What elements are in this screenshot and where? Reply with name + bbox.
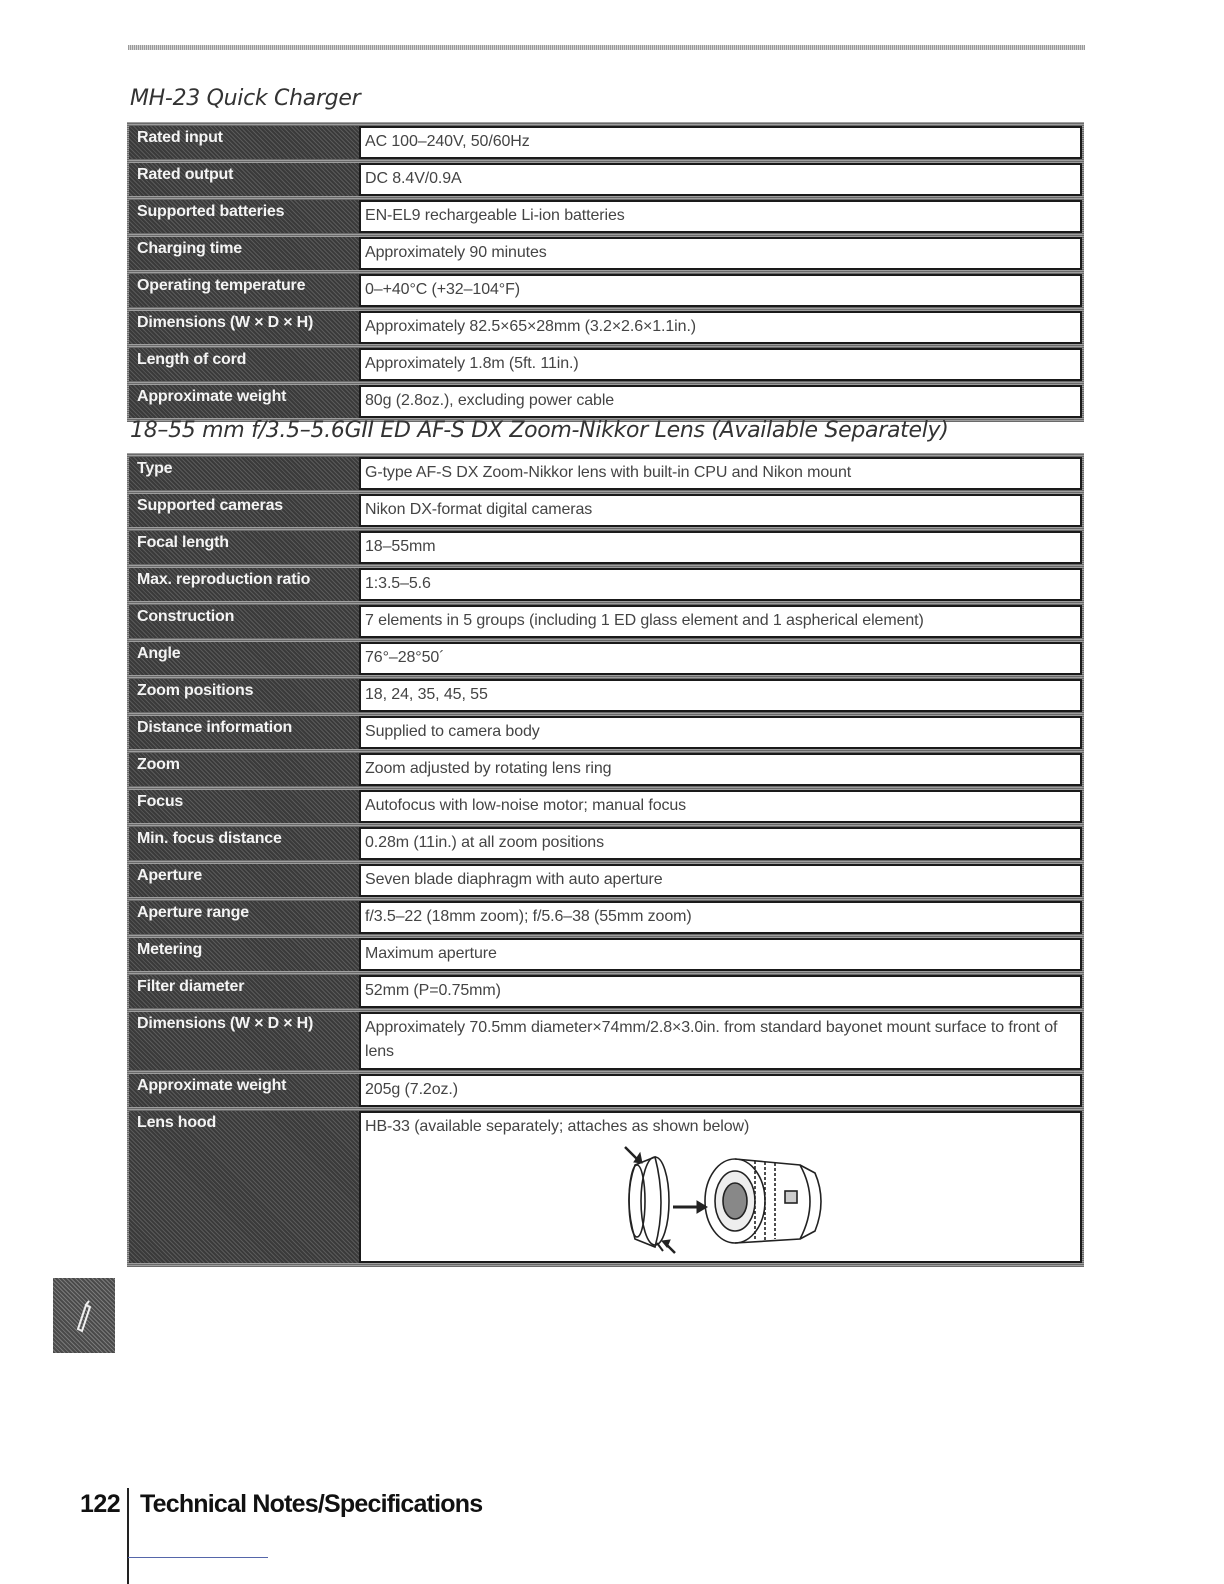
spec-row [129,1111,1082,1263]
spec-label: Type [129,457,359,490]
spec-row [129,348,1082,381]
spec-label: Operating temperature [129,274,359,307]
charger-spec-table [127,122,1084,422]
spec-row [129,311,1082,344]
spec-label: Approximate weight [129,385,359,418]
spec-row [129,716,1082,749]
spec-row [129,126,1082,159]
spec-value: Approximately 1.8m (5ft. 11in.) [359,348,1082,381]
spec-label: Charging time [129,237,359,270]
spec-label: Metering [129,938,359,971]
spec-label: Dimensions (W × D × H) [129,311,359,344]
spec-label: Focus [129,790,359,823]
spec-value: AC 100–240V, 50/60Hz [359,126,1082,159]
spec-label: Rated input [129,126,359,159]
spec-label: Focal length [129,531,359,564]
spec-row [129,753,1082,786]
spec-value: Supplied to camera body [359,716,1082,749]
spec-value: 0–+40°C (+32–104°F) [359,274,1082,307]
spec-value: HB-33 (available separately; attaches as shown below) [365,1118,750,1135]
spec-value: 7 elements in 5 groups (including 1 ED glass element and 1 aspherical element) [359,605,1082,638]
lens-hood-cell [359,1111,1082,1263]
spec-label: Dimensions (W × D × H) [129,1012,359,1070]
technical-notes-icon [74,1299,94,1333]
footer-section-title: Technical Notes/Specifications [140,1490,483,1518]
spec-label: Zoom positions [129,679,359,712]
spec-value: 18–55mm [359,531,1082,564]
spec-row [129,200,1082,233]
spec-value: Seven blade diaphragm with auto aperture [359,864,1082,897]
spec-row [129,679,1082,712]
spec-row [129,237,1082,270]
spec-label: Approximate weight [129,1074,359,1107]
spec-row [129,274,1082,307]
spec-label: Aperture [129,864,359,897]
lens-section-title: 18–55 mm f/3.5–5.6GII ED AF-S DX Zoom-Nikkor Lens (Available Separately) [130,418,949,443]
spec-value: 80g (2.8oz.), excluding power cable [359,385,1082,418]
spec-row [129,568,1082,601]
spec-value: Maximum aperture [359,938,1082,971]
spec-value: Zoom adjusted by rotating lens ring [359,753,1082,786]
spec-row [129,531,1082,564]
charger-section-title: MH-23 Quick Charger [130,86,361,111]
spec-label: Lens hood [129,1111,359,1263]
spec-value: EN-EL9 rechargeable Li-ion batteries [359,200,1082,233]
spec-label: Construction [129,605,359,638]
spec-value: 205g (7.2oz.) [359,1074,1082,1107]
spec-row [129,975,1082,1008]
spec-value: Approximately 70.5mm diameter×74mm/2.8×3.0in. from standard bayonet mount surface to front of lens [359,1012,1082,1070]
spec-label: Aperture range [129,901,359,934]
spec-row [129,901,1082,934]
spec-value: G-type AF-S DX Zoom-Nikkor lens with built-in CPU and Nikon mount [359,457,1082,490]
spec-value: 1:3.5–5.6 [359,568,1082,601]
spec-value: f/3.5–22 (18mm zoom); f/5.6–38 (55mm zoom) [359,901,1082,934]
lens-spec-table [127,453,1084,1267]
footer-divider [127,1488,129,1584]
chapter-tab[interactable] [53,1278,115,1353]
spec-label: Supported cameras [129,494,359,527]
page-number: 122 [80,1490,121,1518]
spec-value: 18, 24, 35, 45, 55 [359,679,1082,712]
lens-hood-attachment-illustration [615,1143,845,1255]
spec-value: Approximately 90 minutes [359,237,1082,270]
spec-row [129,385,1082,418]
spec-label: Min. focus distance [129,827,359,860]
spec-value: 52mm (P=0.75mm) [359,975,1082,1008]
lens-icon [705,1159,821,1243]
spec-label: Supported batteries [129,200,359,233]
spec-value: 76°–28°50´ [359,642,1082,675]
lens-hood-icon [629,1157,669,1251]
top-rule [128,45,1085,50]
spec-label: Zoom [129,753,359,786]
spec-row [129,605,1082,638]
spec-row [129,494,1082,527]
spec-label: Rated output [129,163,359,196]
spec-row [129,790,1082,823]
spec-value: 0.28m (11in.) at all zoom positions [359,827,1082,860]
spec-label: Length of cord [129,348,359,381]
spec-value: Autofocus with low-noise motor; manual focus [359,790,1082,823]
spec-value: Nikon DX-format digital cameras [359,494,1082,527]
footer-underline [128,1557,268,1558]
spec-label: Distance information [129,716,359,749]
spec-row [129,457,1082,490]
spec-row [129,827,1082,860]
spec-label: Angle [129,642,359,675]
spec-row [129,642,1082,675]
spec-value: Approximately 82.5×65×28mm (3.2×2.6×1.1in.) [359,311,1082,344]
spec-label: Max. reproduction ratio [129,568,359,601]
spec-row [129,163,1082,196]
spec-row [129,1012,1082,1070]
spec-row [129,864,1082,897]
spec-label: Filter diameter [129,975,359,1008]
spec-row [129,1074,1082,1107]
spec-value: DC 8.4V/0.9A [359,163,1082,196]
spec-row [129,938,1082,971]
